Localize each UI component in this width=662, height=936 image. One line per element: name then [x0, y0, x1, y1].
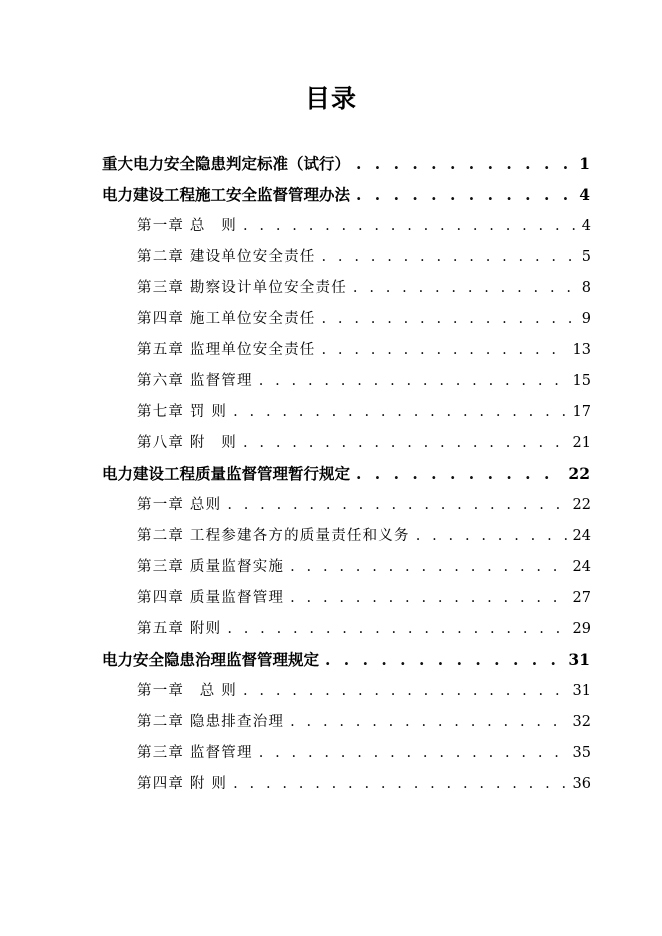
- toc-page-number: 5: [581, 249, 591, 265]
- toc-leader-dots: [290, 590, 566, 606]
- toc-leader-dots: [243, 683, 567, 699]
- toc-leader-dots: [243, 218, 576, 234]
- toc-leader-dots: [259, 373, 567, 389]
- toc-chapter-entry[interactable]: [137, 710, 591, 734]
- toc-page-number: 24: [572, 528, 591, 544]
- toc-leader-dots: [322, 311, 576, 327]
- toc-entry-text: 第七章 罚 则: [137, 404, 228, 420]
- toc-leader-dots: [356, 464, 562, 483]
- toc-leader-dots: [322, 249, 576, 265]
- toc-entry-text: 第三章 勘察设计单位安全责任: [137, 280, 347, 296]
- toc-entry-text: 第五章 附则: [137, 621, 222, 637]
- toc-section-entry[interactable]: [102, 648, 590, 672]
- toc-chapter-entry[interactable]: [137, 524, 591, 548]
- toc-leader-dots: [416, 528, 567, 544]
- toc-page-number: 13: [572, 342, 591, 358]
- toc-entry-text: 第四章 附 则: [137, 776, 228, 792]
- toc-leader-dots: [356, 154, 573, 173]
- toc-chapter-entry[interactable]: [137, 307, 591, 331]
- toc-page-number: 22: [568, 464, 590, 483]
- toc-leader-dots: [243, 435, 567, 451]
- page-title: 目录: [304, 84, 357, 113]
- toc-entry-text: 第二章 建设单位安全责任: [137, 249, 316, 265]
- toc-chapter-entry[interactable]: [137, 555, 591, 579]
- toc-entry-text: 第六章 监督管理: [137, 373, 253, 389]
- toc-entry-text: 第三章 质量监督实施: [137, 559, 285, 575]
- toc-chapter-entry[interactable]: [137, 741, 591, 765]
- toc-leader-dots: [356, 185, 573, 204]
- toc-entry-text: 第八章 附 则: [137, 435, 238, 451]
- toc-entry-text: 第二章 工程参建各方的质量责任和义务: [137, 528, 410, 544]
- toc-leader-dots: [233, 404, 566, 420]
- toc-entry-text: 第四章 质量监督管理: [137, 590, 285, 606]
- toc-entry-text: 电力建设工程施工安全监督管理办法: [102, 185, 351, 204]
- toc-page-number: 29: [572, 621, 591, 637]
- toc-entry-text: 第五章 监理单位安全责任: [137, 342, 316, 358]
- toc-page-number: 31: [568, 650, 590, 669]
- toc-entry-text: 电力安全隐患治理监督管理规定: [102, 650, 320, 669]
- toc-chapter-entry[interactable]: [137, 586, 591, 610]
- toc-chapter-entry[interactable]: [137, 617, 591, 641]
- toc-chapter-entry[interactable]: [137, 493, 591, 517]
- toc-page-number: 36: [572, 776, 591, 792]
- toc-leader-dots: [227, 497, 566, 513]
- toc-page-number: 21: [572, 435, 591, 451]
- toc-chapter-entry[interactable]: [137, 369, 591, 393]
- toc-chapter-entry[interactable]: [137, 276, 591, 300]
- toc-entry-text: 第一章 总则: [137, 497, 222, 513]
- toc-entry-text: 电力建设工程质量监督管理暂行规定: [102, 464, 351, 483]
- toc-leader-dots: [353, 280, 576, 296]
- toc-chapter-entry[interactable]: [137, 245, 591, 269]
- toc-leader-dots: [325, 650, 562, 669]
- toc-entry-text: 第二章 隐患排查治理: [137, 714, 285, 730]
- toc-leader-dots: [233, 776, 566, 792]
- toc-entry-text: 第三章 监督管理: [137, 745, 253, 761]
- toc-chapter-entry[interactable]: [137, 400, 591, 424]
- toc-page-number: 31: [572, 683, 591, 699]
- toc-page-number: 4: [579, 185, 590, 204]
- toc-entry-text: 第四章 施工单位安全责任: [137, 311, 316, 327]
- toc-page-number: 8: [581, 280, 591, 296]
- toc-chapter-entry[interactable]: [137, 679, 591, 703]
- toc-leader-dots: [322, 342, 567, 358]
- toc-section-entry[interactable]: [102, 462, 590, 486]
- toc-page-number: 32: [572, 714, 591, 730]
- toc-chapter-entry[interactable]: [137, 214, 591, 238]
- toc-page-number: 4: [581, 218, 591, 234]
- toc-page-number: 27: [572, 590, 591, 606]
- toc-entry-text: 重大电力安全隐患判定标准（试行）: [102, 154, 351, 173]
- toc-leader-dots: [290, 559, 566, 575]
- toc-leader-dots: [290, 714, 566, 730]
- toc-page-number: 15: [572, 373, 591, 389]
- toc-entry-text: 第一章 总 则: [137, 218, 238, 234]
- toc-chapter-entry[interactable]: [137, 338, 591, 362]
- toc-entry-text: 第一章 总 则: [137, 683, 238, 699]
- toc-section-entry[interactable]: [102, 152, 590, 176]
- toc-chapter-entry[interactable]: [137, 772, 591, 796]
- toc-section-entry[interactable]: [102, 183, 590, 207]
- toc-page-number: 35: [572, 745, 591, 761]
- toc-leader-dots: [227, 621, 566, 637]
- toc-page-number: 17: [572, 404, 591, 420]
- toc-page-number: 24: [572, 559, 591, 575]
- toc-page-number: 1: [579, 154, 590, 173]
- toc-page-number: 9: [581, 311, 591, 327]
- toc-page-number: 22: [572, 497, 591, 513]
- toc-chapter-entry[interactable]: [137, 431, 591, 455]
- toc-leader-dots: [259, 745, 567, 761]
